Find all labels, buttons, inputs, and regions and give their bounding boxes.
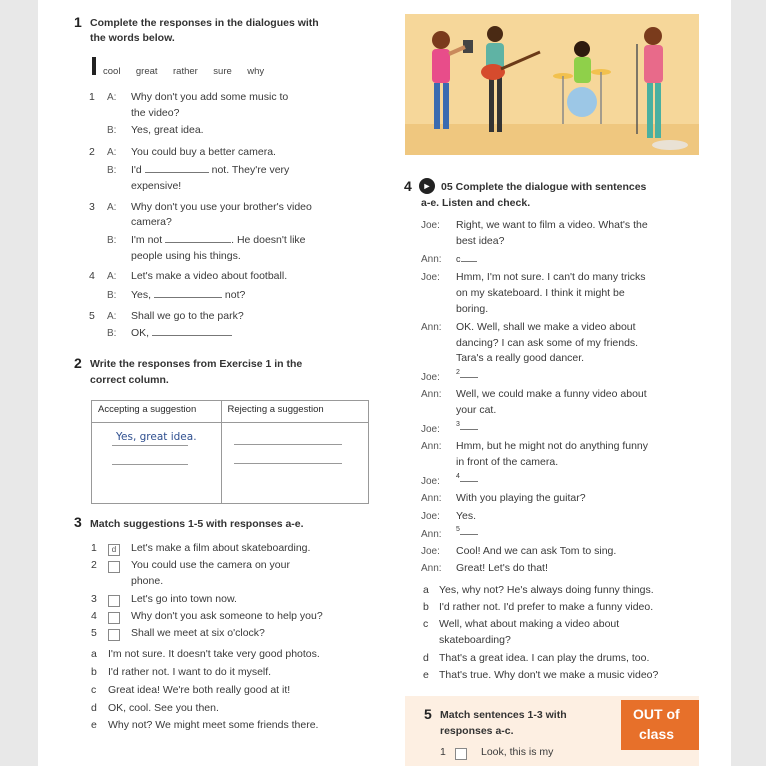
dialogue-speaker: Ann: — [421, 441, 442, 452]
option-d-letter: d — [423, 652, 429, 664]
ex1-item-4-a-label: A: — [107, 271, 117, 282]
ex3-item-2-text: You could use the camera on your — [131, 559, 290, 571]
ex1-item-3-b-label: B: — [107, 235, 117, 246]
dialogue-line: Yes. — [456, 510, 477, 522]
ex5-item-1-box[interactable] — [455, 745, 467, 763]
ex1-item-3-b-line1 — [131, 234, 306, 246]
ex3-response-a: I'm not sure. It doesn't take very good photos. — [108, 648, 320, 660]
ex3-response-d-letter: d — [91, 702, 97, 714]
ex1-item-2-b-label: B: — [107, 165, 117, 176]
ex3-number: 3 — [74, 514, 82, 530]
ex3-item-3-box[interactable] — [108, 592, 120, 610]
ex1-item-1-b-label: B: — [107, 125, 117, 136]
answer-line — [234, 444, 342, 445]
accepting-column[interactable] — [92, 423, 222, 504]
ex1-item-2-number: 2 — [89, 146, 95, 158]
ex1-item-5-a-line1: Shall we go to the park? — [131, 310, 244, 322]
option-c-line2: skateboarding? — [439, 634, 511, 646]
dialogue-speaker: Ann: — [421, 322, 442, 333]
ex1-item-5-a-label: A: — [107, 311, 117, 322]
ex5-instruction-line1: Match sentences 1-3 with — [440, 709, 567, 721]
ex3-response-a-letter: a — [91, 648, 97, 660]
ex1-item-3-a-line2: camera? — [131, 216, 172, 228]
word-3: rather — [173, 66, 198, 77]
ex1-item-2-blank[interactable] — [145, 172, 209, 173]
ex1-item-3-a-label: A: — [107, 202, 117, 213]
option-d: That's a great idea. I can play the drums, too. — [439, 652, 650, 664]
ex1-item-5-blank[interactable] — [152, 335, 232, 336]
dialogue-line: best idea? — [456, 235, 505, 247]
ex5-number: 5 — [424, 706, 432, 722]
dialogue-speaker: Ann: — [421, 529, 442, 540]
ex1-item-3-number: 3 — [89, 201, 95, 213]
dialogue-answer-1: c — [456, 253, 477, 265]
ex1-instruction-line2: the words below. — [90, 32, 175, 44]
ex3-item-5-box[interactable] — [108, 626, 120, 644]
dialogue-speaker: Ann: — [421, 563, 442, 574]
dialogue-line: dancing? I can ask some of my friends. — [456, 337, 639, 349]
ex3-item-5-text: Shall we meet at six o'clock? — [131, 627, 265, 639]
ex1-item-1-a-line1: Why don't you add some music to — [131, 91, 289, 103]
badge-line1: OUT of — [633, 706, 680, 722]
example-answer: Yes, great idea. — [116, 431, 197, 443]
ex3-response-c-letter: c — [91, 684, 97, 696]
ex2-number: 2 — [74, 355, 82, 371]
ex1-item-2-b-post: not. They're very — [211, 164, 290, 176]
ex1-item-4-b-label: B: — [107, 290, 117, 301]
dialogue-gap-4[interactable]: 4 — [456, 473, 478, 485]
ex2-instruction-line2: correct column. — [90, 374, 169, 386]
ex1-item-1-b-line1: Yes, great idea. — [131, 124, 204, 136]
dialogue-line: Hmm, I'm not sure. I can't do many tricks — [456, 271, 646, 283]
dialogue-line: in front of the camera. — [456, 456, 559, 468]
dialogue-speaker: Joe: — [421, 476, 440, 487]
dialogue-line: OK. Well, shall we make a video about — [456, 321, 636, 333]
option-a: Yes, why not? He's always doing funny things. — [439, 584, 654, 596]
ex1-item-4-blank[interactable] — [154, 297, 222, 298]
ex1-item-5-b-label: B: — [107, 328, 117, 339]
option-c-letter: c — [423, 618, 429, 630]
ex3-item-2-text-line2: phone. — [131, 575, 164, 587]
rejecting-column[interactable] — [221, 423, 368, 504]
ex1-item-2-b-line2: expensive! — [131, 180, 182, 192]
ex3-item-1-text: Let's make a film about skateboarding. — [131, 542, 311, 554]
dialogue-line: Cool! And we can ask Tom to sing. — [456, 545, 617, 557]
ex5-item-1-text: Look, this is my — [481, 746, 554, 758]
audio-icon[interactable]: ► — [419, 178, 435, 194]
ex3-item-1-answer: d — [108, 544, 120, 556]
ex4-number: 4 — [404, 178, 412, 194]
ex4-instruction-line2: a-e. Listen and check. — [421, 197, 531, 209]
ex1-item-3-b-post: . He doesn't like — [231, 234, 306, 246]
ex4-instruction-line1 — [441, 181, 646, 193]
ex1-item-5-b-pre: OK, — [131, 327, 150, 339]
ex1-item-3-b-pre: I'm not — [131, 234, 163, 246]
dialogue-line: your cat. — [456, 404, 497, 416]
ex4-instruction-text: Complete the dialogue with sentences — [455, 181, 647, 193]
ex1-item-2-a-line1: You could buy a better camera. — [131, 146, 276, 158]
dialogue-line: With you playing the guitar? — [456, 492, 586, 504]
option-a-letter: a — [423, 584, 429, 596]
ex3-item-1-box[interactable] — [108, 541, 120, 559]
ex1-item-4-b-post: not? — [224, 289, 246, 301]
col-header-accepting: Accepting a suggestion — [92, 401, 222, 423]
ex3-item-2-box[interactable] — [108, 558, 120, 576]
option-b-letter: b — [423, 601, 429, 613]
ex1-item-5-b-line1 — [131, 327, 232, 339]
ex3-item-3-number: 3 — [91, 593, 97, 605]
ex3-item-1-number: 1 — [91, 542, 97, 554]
dialogue-speaker: Ann: — [421, 254, 442, 265]
ex3-item-4-text: Why don't you ask someone to help you? — [131, 610, 323, 622]
dialogue-speaker: Joe: — [421, 220, 440, 231]
dialogue-line: Well, we could make a funny video about — [456, 388, 647, 400]
ex3-response-b-letter: b — [91, 666, 97, 678]
word-list — [103, 61, 275, 79]
option-b: I'd rather not. I'd prefer to make a funny video. — [439, 601, 654, 613]
dialogue-speaker: Joe: — [421, 546, 440, 557]
option-e-letter: e — [423, 669, 429, 681]
ex1-item-2-a-label: A: — [107, 147, 117, 158]
right-margin — [731, 0, 766, 766]
col-header-rejecting: Rejecting a suggestion — [221, 401, 368, 423]
ex1-item-4-b-pre: Yes, — [131, 289, 152, 301]
ex1-item-4-b-line1 — [131, 289, 245, 301]
option-c: Well, what about making a video about — [439, 618, 620, 630]
ex3-response-b: I'd rather not. I want to do it myself. — [108, 666, 272, 678]
ex2-instruction-line1: Write the responses from Exercise 1 in the — [90, 358, 303, 370]
ex1-item-1-a-label: A: — [107, 92, 117, 103]
dialogue-gap-2[interactable]: 2 — [456, 369, 478, 381]
ex5-item-1-number: 1 — [440, 746, 446, 758]
ex1-item-3-b-line2: people using his things. — [131, 250, 241, 262]
dialogue-speaker: Joe: — [421, 424, 440, 435]
ex3-response-e-letter: e — [91, 719, 97, 731]
dialogue-speaker: Ann: — [421, 493, 442, 504]
ex1-item-4-a-line1: Let's make a video about football. — [131, 270, 288, 282]
ex3-response-d: OK, cool. See you then. — [108, 702, 219, 714]
answer-line — [112, 464, 188, 465]
dialogue-line: boring. — [456, 303, 489, 315]
ex3-response-c: Great idea! We're both really good at it! — [108, 684, 291, 696]
word-1: cool — [103, 66, 121, 77]
dialogue-speaker: Joe: — [421, 511, 440, 522]
option-e: That's true. Why don't we make a music video? — [439, 669, 659, 681]
dialogue-gap-5[interactable]: 5 — [456, 526, 478, 538]
ex1-instruction-line1: Complete the responses in the dialogues with — [90, 17, 319, 29]
answer-line — [112, 445, 188, 446]
ex1-item-4-number: 4 — [89, 270, 95, 282]
dialogue-speaker: Joe: — [421, 372, 440, 383]
out-of-class-badge — [621, 700, 699, 750]
ex1-number: 1 — [74, 14, 82, 30]
dialogue-gap-3[interactable]: 3 — [456, 421, 478, 433]
ex3-item-3-text: Let's go into town now. — [131, 593, 237, 605]
band-illustration — [405, 14, 699, 155]
ex3-item-4-number: 4 — [91, 610, 97, 622]
ex1-item-2-b-pre: I'd — [131, 164, 142, 176]
left-margin — [0, 0, 38, 766]
dialogue-line: Great! Let's do that! — [456, 562, 548, 574]
ex1-item-1-number: 1 — [89, 91, 95, 103]
ex1-item-3-blank[interactable] — [165, 242, 231, 243]
ex3-instruction: Match suggestions 1-5 with responses a-e. — [90, 518, 304, 530]
ex1-item-2-b-line1 — [131, 164, 289, 176]
audio-track-number: 05 — [441, 181, 453, 193]
word-box-bar — [92, 57, 96, 75]
badge-line2: class — [639, 726, 675, 742]
dialogue-speaker: Ann: — [421, 389, 442, 400]
ex1-item-5-number: 5 — [89, 310, 95, 322]
ex3-item-4-box[interactable] — [108, 609, 120, 627]
ex3-item-5-number: 5 — [91, 627, 97, 639]
ex1-item-3-a-line1: Why don't you use your brother's video — [131, 201, 312, 213]
suggestion-table — [91, 400, 369, 504]
ex1-item-1-a-line2: the video? — [131, 107, 180, 119]
answer-line — [234, 463, 342, 464]
ex3-item-2-number: 2 — [91, 559, 97, 571]
dialogue-line: on my skateboard. I think it might be — [456, 287, 625, 299]
word-5: why — [247, 66, 265, 77]
dialogue-speaker: Joe: — [421, 272, 440, 283]
ex3-response-e: Why not? We might meet some friends there. — [108, 719, 319, 731]
word-2: great — [135, 66, 158, 77]
ex5-instruction-line2: responses a-c. — [440, 725, 514, 737]
word-4: sure — [213, 66, 232, 77]
dialogue-line: Right, we want to film a video. What's the — [456, 219, 648, 231]
dialogue-line: Hmm, but he might not do anything funny — [456, 440, 649, 452]
dialogue-line: Tara's a really good dancer. — [456, 352, 585, 364]
